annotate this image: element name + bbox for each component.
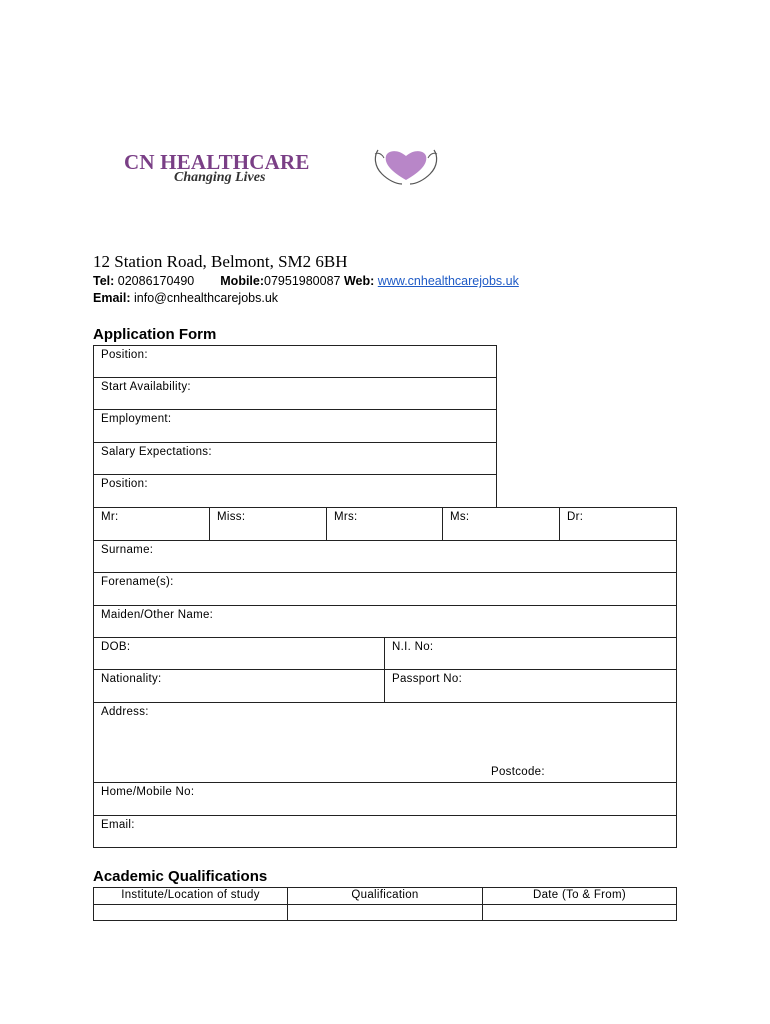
col-institute-header: Institute/Location of study [93,887,288,905]
contact-phone-line [93,274,519,288]
postcode-label: Postcode: [491,766,545,778]
col-date-header: Date (To & From) [482,887,677,905]
mobile-value: 07951980087 [264,274,341,288]
tel-label: Tel: [93,274,115,288]
position-field[interactable]: Position: [93,345,497,378]
employment-field[interactable]: Employment: [93,409,497,443]
mobile-label: Mobile: [220,274,265,288]
logo-name: CN HEALTHCARE [124,150,310,174]
company-address: 12 Station Road, Belmont, SM2 6BH [93,252,348,271]
title-mr-field[interactable]: Mr: [93,507,210,541]
surname-field[interactable]: Surname: [93,540,677,573]
web-label: Web: [343,274,375,288]
table-cell-institute[interactable] [93,904,288,921]
email-field[interactable]: Email: [93,815,677,848]
dob-field[interactable]: DOB: [93,637,385,670]
start-availability-field[interactable]: Start Availability: [93,377,497,410]
passport-number-field[interactable]: Passport No: [384,669,677,703]
ni-number-field[interactable]: N.I. No: [384,637,677,670]
home-mobile-field[interactable]: Home/Mobile No: [93,782,677,816]
col-qualification-header: Qualification [287,887,483,905]
company-logo [124,146,444,194]
contact-email-line [93,291,278,305]
table-cell-qualification[interactable] [287,904,483,921]
table-cell-date[interactable] [482,904,677,921]
nationality-field[interactable]: Nationality: [93,669,385,703]
forenames-field[interactable]: Forename(s): [93,572,677,606]
website-link[interactable]: www.cnhealthcarejobs.uk [377,274,519,288]
salary-expectations-field[interactable]: Salary Expectations: [93,442,497,475]
address-field[interactable]: Address: [93,702,677,783]
logo-tagline: Changing Lives [174,170,266,185]
tel-value: 02086170490 [117,274,195,288]
title-ms-field[interactable]: Ms: [442,507,560,541]
academic-qualifications-title: Academic Qualifications [93,868,268,885]
title-dr-field[interactable]: Dr: [559,507,677,541]
position-2-field[interactable]: Position: [93,474,497,508]
title-miss-field[interactable]: Miss: [209,507,327,541]
maiden-name-field[interactable]: Maiden/Other Name: [93,605,677,638]
application-form-title: Application Form [93,326,217,343]
email-value: info@cnhealthcarejobs.uk [134,291,279,305]
heart-hands-icon [372,146,440,186]
title-mrs-field[interactable]: Mrs: [326,507,443,541]
email-label: Email: [93,291,131,305]
